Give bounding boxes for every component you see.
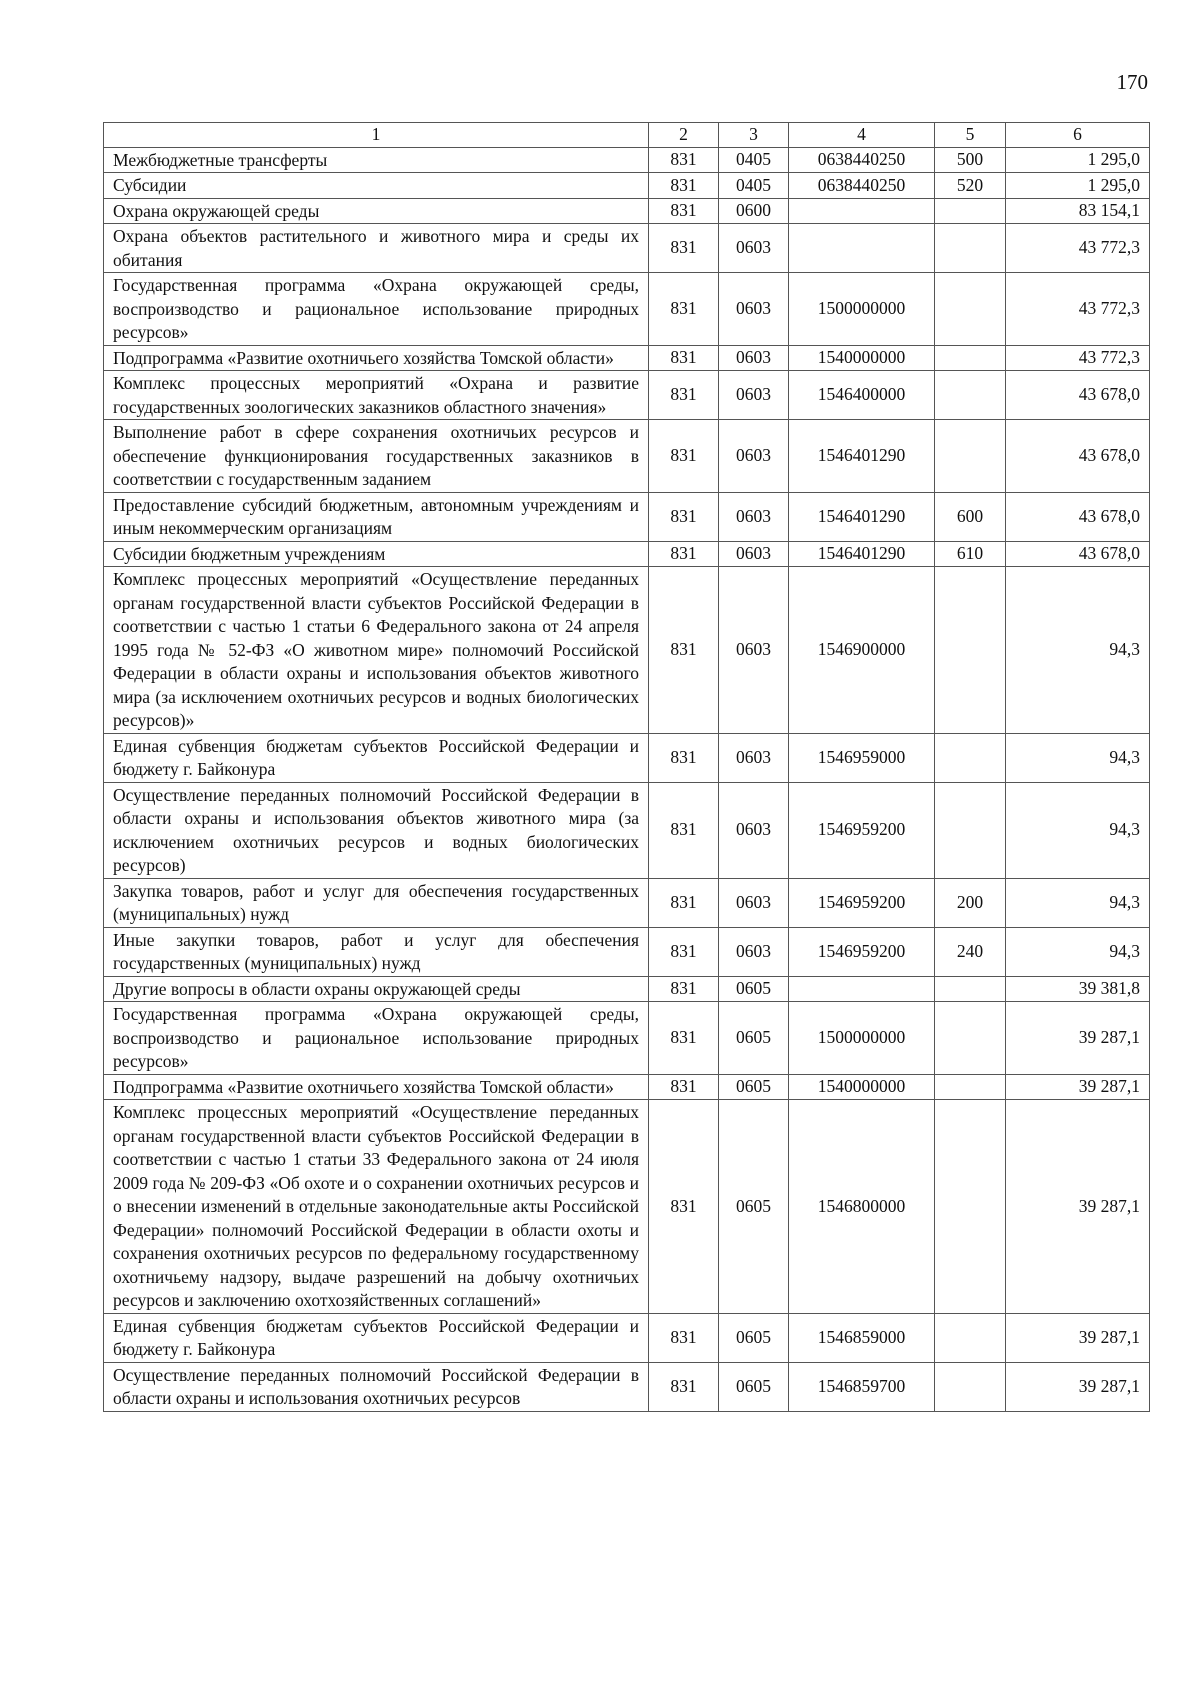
cell-col5 (935, 976, 1006, 1002)
table-row (104, 420, 1150, 493)
cell-col4 (789, 976, 935, 1002)
cell-amount: 43 678,0 (1006, 541, 1150, 567)
cell-col2: 831 (649, 420, 719, 493)
cell-col4: 1546900000 (789, 567, 935, 734)
cell-col2: 831 (649, 733, 719, 782)
cell-name: Охрана объектов растительного и животного мира и среды их обитания (104, 224, 649, 273)
cell-amount: 39 287,1 (1006, 1362, 1150, 1411)
cell-col2: 831 (649, 492, 719, 541)
cell-name: Комплекс процессных мероприятий «Охрана и развитие государственных зоологических заказников областного значения» (104, 371, 649, 420)
cell-name: Охрана окружающей среды (104, 198, 649, 224)
cell-amount: 43 772,3 (1006, 345, 1150, 371)
cell-col2: 831 (649, 273, 719, 346)
cell-col3: 0405 (719, 173, 789, 199)
cell-col2: 831 (649, 567, 719, 734)
cell-col5 (935, 733, 1006, 782)
cell-col2: 831 (649, 345, 719, 371)
table-row (104, 1100, 1150, 1314)
table-row (104, 224, 1150, 273)
cell-col3: 0405 (719, 147, 789, 173)
cell-col4: 1546959200 (789, 782, 935, 878)
column-header: 1 (104, 123, 649, 148)
cell-amount: 94,3 (1006, 782, 1150, 878)
cell-col5 (935, 345, 1006, 371)
cell-col5: 520 (935, 173, 1006, 199)
cell-col3: 0605 (719, 1313, 789, 1362)
cell-col2: 831 (649, 1100, 719, 1314)
cell-col3: 0605 (719, 1002, 789, 1075)
cell-col3: 0603 (719, 345, 789, 371)
cell-col2: 831 (649, 173, 719, 199)
cell-amount: 83 154,1 (1006, 198, 1150, 224)
cell-col3: 0603 (719, 224, 789, 273)
cell-col4: 1546401290 (789, 420, 935, 493)
cell-col2: 831 (649, 224, 719, 273)
cell-col4 (789, 198, 935, 224)
table-row (104, 782, 1150, 878)
cell-amount: 39 287,1 (1006, 1074, 1150, 1100)
cell-col4 (789, 224, 935, 273)
cell-amount: 43 772,3 (1006, 273, 1150, 346)
cell-col3: 0603 (719, 420, 789, 493)
table-body (104, 123, 1150, 1412)
table-row (104, 1362, 1150, 1411)
page-number: 170 (1116, 70, 1148, 94)
cell-col5: 200 (935, 878, 1006, 927)
cell-col5 (935, 1313, 1006, 1362)
column-header: 2 (649, 123, 719, 148)
cell-col5 (935, 224, 1006, 273)
cell-col5 (935, 1074, 1006, 1100)
column-header: 6 (1006, 123, 1150, 148)
column-header: 3 (719, 123, 789, 148)
cell-col3: 0603 (719, 541, 789, 567)
cell-name: Единая субвенция бюджетам субъектов Российской Федерации и бюджету г. Байконура (104, 733, 649, 782)
cell-col5 (935, 1100, 1006, 1314)
cell-col4: 1546959200 (789, 927, 935, 976)
table-row (104, 273, 1150, 346)
cell-name: Подпрограмма «Развитие охотничьего хозяйства Томской области» (104, 345, 649, 371)
cell-col5: 600 (935, 492, 1006, 541)
cell-col3: 0603 (719, 733, 789, 782)
cell-col4: 1546959200 (789, 878, 935, 927)
cell-col2: 831 (649, 541, 719, 567)
cell-col2: 831 (649, 198, 719, 224)
cell-col4: 1546859000 (789, 1313, 935, 1362)
cell-col4: 1540000000 (789, 345, 935, 371)
column-header: 5 (935, 123, 1006, 148)
cell-col2: 831 (649, 878, 719, 927)
cell-col2: 831 (649, 371, 719, 420)
cell-col4: 1546800000 (789, 1100, 935, 1314)
cell-col2: 831 (649, 1313, 719, 1362)
cell-name: Другие вопросы в области охраны окружающей среды (104, 976, 649, 1002)
cell-col3: 0605 (719, 976, 789, 1002)
cell-col2: 831 (649, 976, 719, 1002)
cell-col5 (935, 1002, 1006, 1075)
table-row (104, 927, 1150, 976)
cell-col2: 831 (649, 782, 719, 878)
cell-amount: 43 678,0 (1006, 371, 1150, 420)
cell-name: Осуществление переданных полномочий Российской Федерации в области охраны и использования охотничьих ресурсов (104, 1362, 649, 1411)
cell-col4: 1546400000 (789, 371, 935, 420)
cell-name: Иные закупки товаров, работ и услуг для обеспечения государственных (муниципальных) нужд (104, 927, 649, 976)
cell-col2: 831 (649, 1074, 719, 1100)
cell-amount: 43 678,0 (1006, 420, 1150, 493)
cell-col3: 0603 (719, 878, 789, 927)
cell-col4: 1546401290 (789, 541, 935, 567)
cell-col2: 831 (649, 1362, 719, 1411)
table-row (104, 1002, 1150, 1075)
cell-amount: 39 381,8 (1006, 976, 1150, 1002)
table-row (104, 733, 1150, 782)
cell-col5: 500 (935, 147, 1006, 173)
cell-col4: 1546859700 (789, 1362, 935, 1411)
cell-col4: 0638440250 (789, 147, 935, 173)
cell-col3: 0603 (719, 782, 789, 878)
cell-col4: 1500000000 (789, 273, 935, 346)
cell-col4: 1540000000 (789, 1074, 935, 1100)
cell-amount: 94,3 (1006, 567, 1150, 734)
cell-col2: 831 (649, 147, 719, 173)
table-row (104, 567, 1150, 734)
budget-table (103, 122, 1150, 1412)
cell-col5 (935, 1362, 1006, 1411)
table-row (104, 371, 1150, 420)
cell-col3: 0600 (719, 198, 789, 224)
cell-name: Предоставление субсидий бюджетным, автономным учреждениям и иным некоммерческим организациям (104, 492, 649, 541)
cell-name: Комплекс процессных мероприятий «Осуществление переданных органам государственной власти субъектов Российской Федерации в соответствии с частью 1 статьи 6 Федерального закона от 24 апреля 1995 года № 52-ФЗ «О животном мире» полномочий Российской Федерации в области охраны и использования объектов животного мира (за исключением охотничьих ресурсов и водных биологических ресурсов)» (104, 567, 649, 734)
cell-col2: 831 (649, 1002, 719, 1075)
cell-col5: 240 (935, 927, 1006, 976)
cell-col4: 1546401290 (789, 492, 935, 541)
cell-col3: 0605 (719, 1362, 789, 1411)
cell-name: Государственная программа «Охрана окружающей среды, воспроизводство и рациональное использование природных ресурсов» (104, 1002, 649, 1075)
cell-amount: 94,3 (1006, 927, 1150, 976)
cell-name: Комплекс процессных мероприятий «Осуществление переданных органам государственной власти субъектов Российской Федерации в соответствии с частью 1 статьи 33 Федерального закона от 24 июля 2009 года № 209-ФЗ «Об охоте и о сохранении охотничьих ресурсов и о внесении изменений в отдельные законодательные акты Российской Федерации» полномочий Российской Федерации в области охоты и сохранения охотничьих ресурсов по федеральному государственному охотничьему надзору, выдаче разрешений на добычу охотничьих ресурсов и заключению охотхозяйственных соглашений» (104, 1100, 649, 1314)
cell-amount: 94,3 (1006, 733, 1150, 782)
cell-col5 (935, 420, 1006, 493)
table-row (104, 198, 1150, 224)
cell-col5 (935, 371, 1006, 420)
cell-col3: 0603 (719, 492, 789, 541)
cell-name: Субсидии бюджетным учреждениям (104, 541, 649, 567)
cell-col2: 831 (649, 927, 719, 976)
cell-col3: 0603 (719, 927, 789, 976)
table-row (104, 878, 1150, 927)
cell-amount: 43 772,3 (1006, 224, 1150, 273)
cell-col5 (935, 198, 1006, 224)
cell-amount: 1 295,0 (1006, 173, 1150, 199)
table-row (104, 147, 1150, 173)
cell-name: Межбюджетные трансферты (104, 147, 649, 173)
cell-amount: 43 678,0 (1006, 492, 1150, 541)
cell-name: Выполнение работ в сфере сохранения охотничьих ресурсов и обеспечение функционирования государственных заказников в соответствии с государственным заданием (104, 420, 649, 493)
cell-col5 (935, 567, 1006, 734)
cell-name: Государственная программа «Охрана окружающей среды, воспроизводство и рациональное использование природных ресурсов» (104, 273, 649, 346)
table-row (104, 1074, 1150, 1100)
table-row (104, 492, 1150, 541)
table-row (104, 173, 1150, 199)
cell-amount: 94,3 (1006, 878, 1150, 927)
cell-col3: 0603 (719, 273, 789, 346)
cell-name: Единая субвенция бюджетам субъектов Российской Федерации и бюджету г. Байконура (104, 1313, 649, 1362)
table-row (104, 345, 1150, 371)
table-row (104, 1313, 1150, 1362)
cell-col4: 0638440250 (789, 173, 935, 199)
cell-col5: 610 (935, 541, 1006, 567)
cell-amount: 1 295,0 (1006, 147, 1150, 173)
cell-amount: 39 287,1 (1006, 1002, 1150, 1075)
column-header: 4 (789, 123, 935, 148)
cell-col3: 0605 (719, 1074, 789, 1100)
cell-col4: 1500000000 (789, 1002, 935, 1075)
cell-amount: 39 287,1 (1006, 1100, 1150, 1314)
cell-name: Подпрограмма «Развитие охотничьего хозяйства Томской области» (104, 1074, 649, 1100)
cell-col4: 1546959000 (789, 733, 935, 782)
cell-name: Субсидии (104, 173, 649, 199)
cell-amount: 39 287,1 (1006, 1313, 1150, 1362)
cell-name: Осуществление переданных полномочий Российской Федерации в области охраны и использования объектов животного мира (за исключением охотничьих ресурсов и водных биологических ресурсов) (104, 782, 649, 878)
cell-col5 (935, 782, 1006, 878)
table-row (104, 976, 1150, 1002)
cell-col3: 0605 (719, 1100, 789, 1314)
table-row (104, 541, 1150, 567)
cell-col3: 0603 (719, 371, 789, 420)
cell-name: Закупка товаров, работ и услуг для обеспечения государственных (муниципальных) нужд (104, 878, 649, 927)
cell-col3: 0603 (719, 567, 789, 734)
cell-col5 (935, 273, 1006, 346)
header-row (104, 123, 1150, 148)
